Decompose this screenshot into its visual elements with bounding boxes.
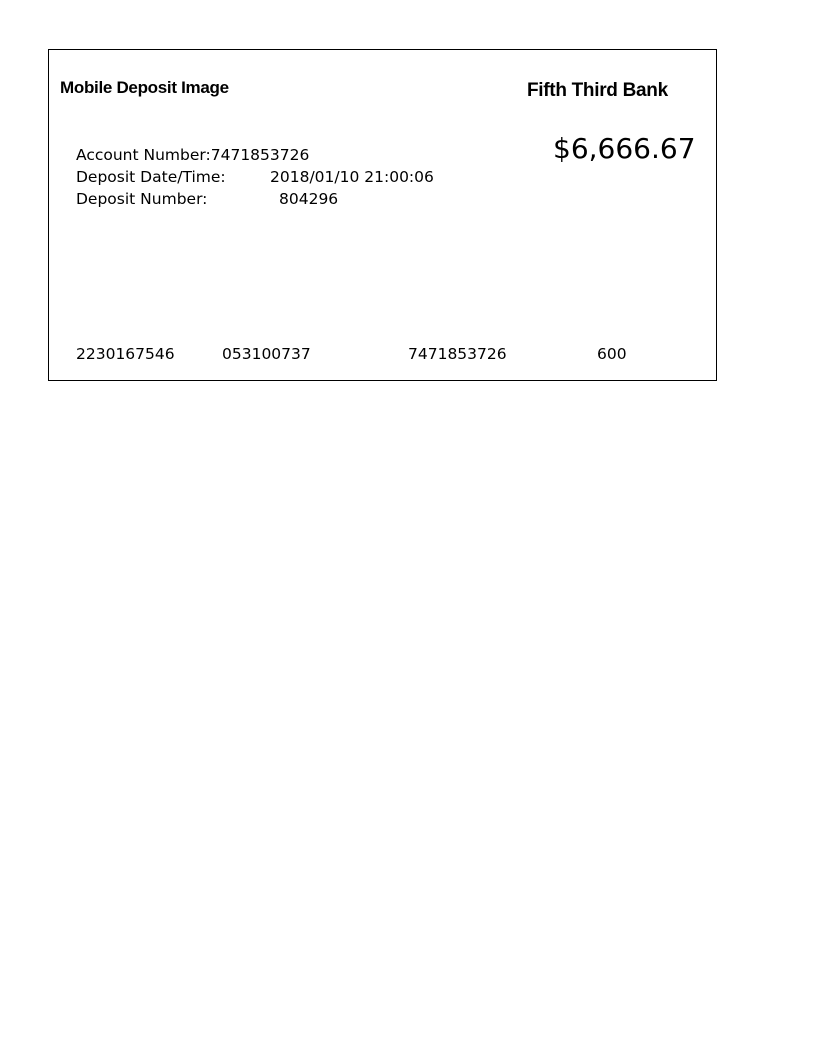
deposit-number-row [76, 190, 339, 208]
bank-name: Fifth Third Bank [527, 80, 668, 101]
deposit-number-value: 804296 [279, 190, 339, 208]
deposit-number-label: Deposit Number: [76, 190, 208, 208]
micr-check-number: 600 [597, 345, 627, 363]
account-number-label: Account Number: [76, 146, 211, 164]
micr-routing-number: 053100737 [222, 345, 311, 363]
deposit-datetime-label: Deposit Date/Time: [76, 168, 226, 186]
micr-field: 2230167546 [76, 345, 175, 363]
deposit-datetime-value: 2018/01/10 21:00:06 [270, 168, 434, 186]
account-number-row [76, 146, 309, 164]
micr-account-number: 7471853726 [408, 345, 507, 363]
deposit-datetime-row [76, 168, 434, 186]
account-number-value: 7471853726 [210, 146, 310, 164]
deposit-image [48, 49, 717, 381]
deposit-amount: $6,666.67 [553, 132, 696, 165]
deposit-title: Mobile Deposit Image [60, 78, 229, 97]
